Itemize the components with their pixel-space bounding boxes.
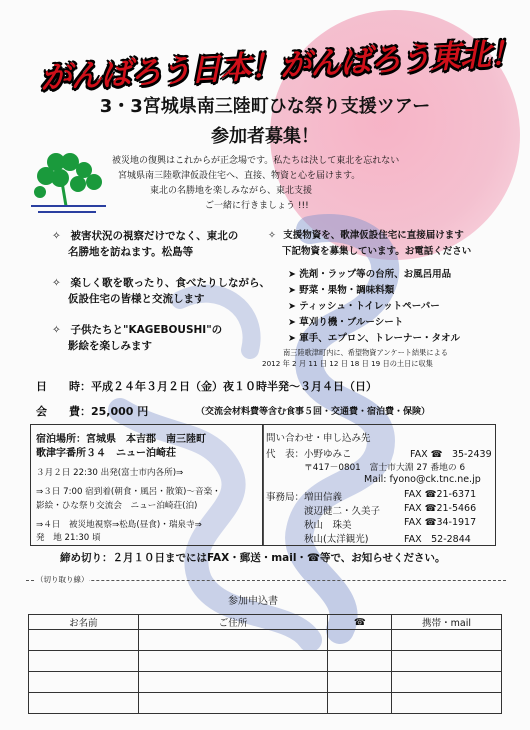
survey-note: 2012 年 2 月 11 日 12 日 18 日 19 日の土日に収集 [262,359,433,368]
diamond-bullet-icon: ✧ [268,230,276,241]
lodging-line: 宿泊場所：宮城県 本吉郡 南三陸町 [36,434,206,445]
office-name: 秋山 珠美 [304,520,352,531]
banner-slogan: がんばろう日本！がんばろう東北！ [39,35,521,97]
intro-line: 被災地の復興はこれからが正念場です。私たちは決して東北を忘れない [112,156,400,166]
name-cell[interactable] [29,693,139,714]
mail-cell[interactable] [392,693,502,714]
rep-name: 小野ゆみこ [304,449,352,460]
mail-cell[interactable] [392,651,502,672]
form-header-mobile-mail: 携帯・mail [392,615,502,630]
bullet-1: ✧ 被害状況の視察だけでなく、東北の 名勝地を訪ねます。松島等 [52,230,239,258]
office-name: 増田信義 [304,492,343,503]
schedule-line: 発 地 21:30 頃 [36,533,101,543]
form-header-address: ご住所 [138,615,328,630]
name-cell[interactable] [29,651,139,672]
office-tel: FAX ☎34-1917 [404,517,477,528]
rep-address: 〒417－0801 富士市大淵 27 番地の 6 [304,463,466,473]
address-cell[interactable] [138,693,328,714]
form-row [29,693,502,714]
form-header-phone-icon: ☎ [328,615,392,630]
bullet-2: ✧ 楽しく歌を歌ったり、食べたりしながら、 仮設住宅の皆様と交流します [52,277,270,305]
office-tel: FAX ☎21-6371 [404,489,477,500]
lodging-line: 歌津字番所３４ ニュー泊崎荘 [36,448,176,459]
schedule-line: ⇒４日 被災地視察⇒松島(昼食)・瑞泉寺⇒ [36,520,202,530]
rep-mail: Mail: fyono@ck.tnc.ne.jp [364,474,481,485]
survey-note: 南三陸歌津町内に、希望物資アンケート結果による [283,348,448,357]
office-tel: FAX ☎21-5466 [404,503,477,514]
supply-bullet: ✧ 支援物資を、歌津仮設住宅に直接届けます 下記物資を募集しています。お電話ください [268,230,472,257]
supply-item: ➤ 洗剤・ラップ等の台所、お風呂用品 [288,269,452,280]
arrow-icon: ➤ [288,269,296,280]
recruitment-title: 参加者募集！ [211,126,319,147]
cut-line-divider [26,580,506,581]
application-form [28,614,502,714]
schedule-line: ３月２日 22:30 出発(富士市内各所)⇒ [36,468,184,478]
diamond-bullet-icon: ✧ [52,277,61,289]
form-row [29,630,502,651]
form-header-name: お名前 [29,615,139,630]
phone-cell[interactable] [328,693,392,714]
rep-label: 代 表： [266,449,305,460]
bullet-3: ✧ 子供たちと"KAGEBOUSHI"の 影絵を楽しみます [52,324,223,352]
phone-cell[interactable] [328,630,392,651]
fee-row: 会 費：25,000 円 [36,405,149,418]
office-tel: FAX 52-2844 [404,534,471,545]
address-cell[interactable] [138,651,328,672]
intro-line: 東北の名勝地を楽しみながら、東北支援 [150,186,313,196]
supply-item: ➤ 野菜・果物・調味料類 [288,285,395,296]
name-cell[interactable] [29,630,139,651]
cut-line-label: （切り取り線） [36,575,89,584]
office-name: 渡辺健二・久美子 [304,506,381,517]
rep-fax: FAX ☎ 35-2439 [410,449,492,460]
mail-cell[interactable] [392,672,502,693]
name-cell[interactable] [29,672,139,693]
supply-item: ➤ 軍手、エプロン、トレーナー・タオル [288,333,461,344]
phone-cell[interactable] [328,672,392,693]
office-name: 秋山(太洋観光) [304,534,369,545]
phone-cell[interactable] [328,651,392,672]
diamond-bullet-icon: ✧ [52,230,61,242]
arrow-icon: ➤ [288,317,296,328]
schedule-line: ⇒３日 7:00 宿到着(朝食・風呂・散策)～音楽・ [36,487,221,497]
arrow-icon: ➤ [288,301,296,312]
date-row: 日 時：平成２４年３月２日（金）夜１０時半発～３月４日（日） [36,380,377,393]
arrow-icon: ➤ [288,333,296,344]
diamond-bullet-icon: ✧ [52,324,61,336]
deadline-text: 締め切り：２月１０日までにはFAX・郵送・mail・☎等で、お知らせください。 [60,552,446,564]
intro-line: 宮城県南三陸歌津仮設住宅へ、直接、物資と心を届けます。 [118,171,361,181]
schedule-line: 影絵・ひな祭り交流会 ニュー泊崎荘(泊) [36,501,198,511]
address-cell[interactable] [138,630,328,651]
office-label: 事務局： [266,492,305,503]
form-row [29,672,502,693]
intro-line: ご一緒に行きましょう !!! [205,201,309,211]
address-cell[interactable] [138,672,328,693]
form-title: 参加申込書 [228,596,278,607]
mail-cell[interactable] [392,630,502,651]
tour-title: 3・3宮城県南三陸町ひな祭り支援ツアー [99,96,431,117]
arrow-icon: ➤ [288,285,296,296]
four-leaf-clover-icon [26,148,111,218]
form-row [29,651,502,672]
supply-item: ➤ ティッシュ・トイレットペーパー [288,301,440,312]
fee-note: （交流会材料費等含む食事５回・交通費・宿泊費・保険） [196,407,431,417]
supply-item: ➤ 草刈り機・ブルーシート [288,317,404,328]
contact-header: 問い合わせ・申し込み先 [266,433,371,444]
